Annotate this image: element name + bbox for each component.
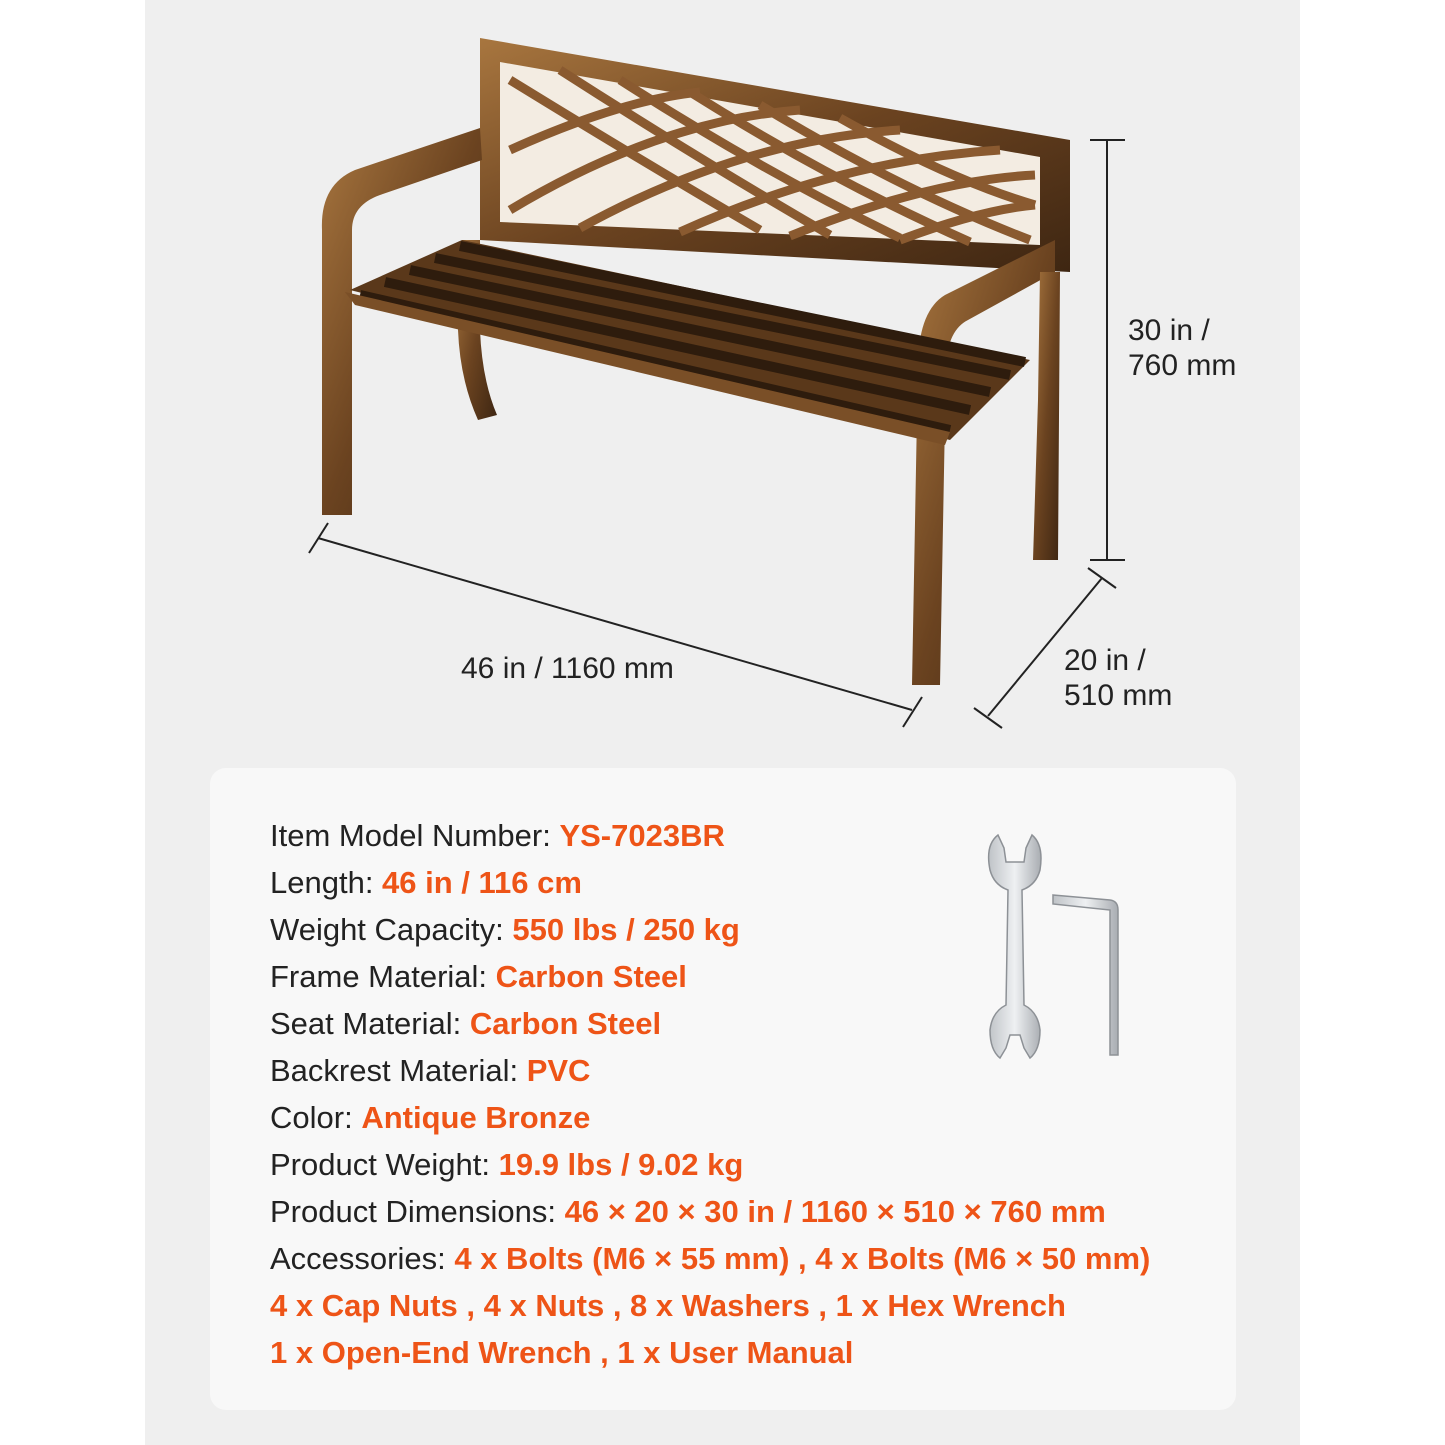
spec-value: 46 × 20 × 30 in / 1160 × 510 × 760 mm — [564, 1194, 1106, 1229]
spec-label: Weight Capacity: — [270, 912, 513, 947]
spec-label: Product Dimensions: — [270, 1194, 565, 1229]
spec-value: 550 lbs / 250 kg — [512, 912, 740, 947]
spec-label: Color: — [270, 1100, 362, 1135]
accessories-line2: 4 x Cap Nuts , 4 x Nuts , 8 x Washers , 1 x Hex Wrench — [270, 1288, 1066, 1323]
hex-wrench-icon — [1048, 830, 1128, 1065]
depth-dimension — [1064, 643, 1172, 713]
length-dimension: 46 in / 1160 mm — [461, 652, 674, 685]
spec-product-dimensions — [270, 1188, 1230, 1235]
spec-label: Seat Material: — [270, 1006, 470, 1041]
spec-label: Frame Material: — [270, 959, 496, 994]
spec-value: Antique Bronze — [361, 1100, 591, 1135]
included-tools — [980, 830, 1130, 1065]
spec-label: Item Model Number: — [270, 818, 560, 853]
spec-color — [270, 1094, 1230, 1141]
spec-value: YS-7023BR — [559, 818, 725, 853]
accessories-line1: 4 x Bolts (M6 × 55 mm) , 4 x Bolts (M6 × 50 mm) — [454, 1241, 1151, 1276]
spec-label: Product Weight: — [270, 1147, 499, 1182]
spec-product-weight — [270, 1141, 1230, 1188]
height-dimension-line1: 30 in / — [1128, 314, 1210, 347]
spec-value: Carbon Steel — [495, 959, 687, 994]
spec-label: Backrest Material: — [270, 1053, 527, 1088]
height-dimension — [1128, 313, 1236, 383]
spec-label: Length: — [270, 865, 383, 900]
height-dimension-line2: 760 mm — [1128, 349, 1237, 382]
depth-dimension-line1: 20 in / — [1064, 644, 1146, 677]
depth-dimension-line2: 510 mm — [1064, 679, 1173, 712]
spec-accessories — [270, 1235, 1230, 1282]
accessories-line3: 1 x Open-End Wrench , 1 x User Manual — [270, 1335, 854, 1370]
spec-value: PVC — [526, 1053, 591, 1088]
spec-value: Carbon Steel — [469, 1006, 662, 1041]
spec-label: Accessories: — [270, 1241, 455, 1276]
spec-value: 46 in / 116 cm — [382, 865, 582, 900]
spec-value: 19.9 lbs / 9.02 kg — [498, 1147, 744, 1182]
